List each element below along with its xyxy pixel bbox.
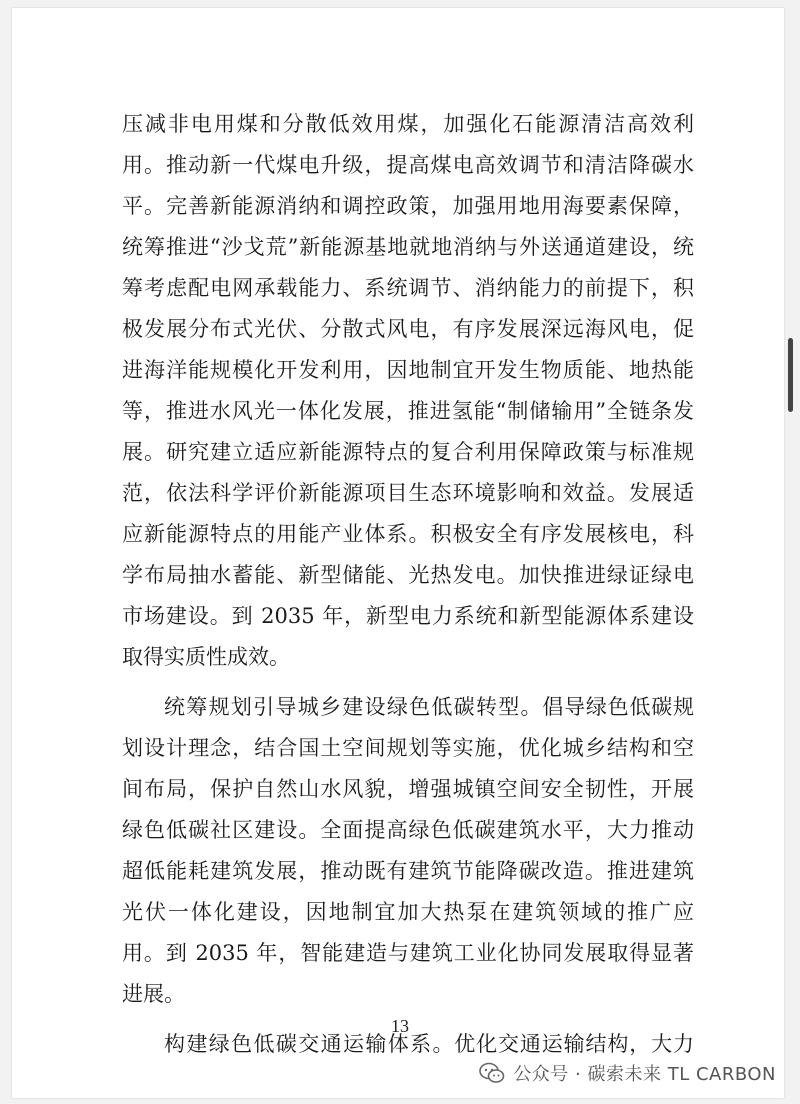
page-number: 13 <box>391 1016 409 1036</box>
text-line: 市场建设。到 2035 年，新型电力系统和新型能源体系建设 <box>122 604 694 628</box>
text-line: 等，推进水风光一体化发展，推进氢能“制储输用”全链条发 <box>122 399 694 423</box>
text-line: 压减非电用煤和分散低效用煤，加强化石能源清洁高效利 <box>122 112 694 136</box>
text-line: 超低能耗建筑发展，推动既有建筑节能降碳改造。推进建筑 <box>122 859 694 883</box>
text-line: 用。推动新一代煤电升级，提高煤电高效调节和清洁降碳水 <box>122 153 694 177</box>
paragraph-heading: 构建绿色低碳交通运输体系 <box>164 1032 433 1056</box>
text-line: 应新能源特点的用能产业体系。积极安全有序发展核电，科 <box>122 522 694 546</box>
scrollbar-thumb[interactable] <box>788 338 793 412</box>
text-line: 划设计理念，结合国土空间规划等实施，优化城乡结构和空 <box>122 736 694 760</box>
paragraph-text: 。倡导绿色低碳规 <box>520 695 695 719</box>
text-line: 极发展分布式光伏、分散式风电，有序发展深远海风电，促 <box>122 317 694 341</box>
text-line: 取得实质性成效。 <box>122 645 290 669</box>
paragraph-1 <box>122 104 694 678</box>
paragraph-text: 。优化交通运输结构，大力 <box>432 1032 695 1056</box>
text-line: 绿色低碳社区建设。全面提高绿色低碳建筑水平，大力推动 <box>122 818 694 842</box>
text-line: 展。研究建立适应新能源特点的复合利用保障政策与标准规 <box>122 440 694 464</box>
wechat-icon <box>479 1062 505 1084</box>
text-line: 用。到 2035 年，智能建造与建筑工业化协同发展取得显著 <box>122 941 694 965</box>
text-line: 筹考虑配电网承载能力、系统调节、消纳能力的前提下，积 <box>122 276 694 300</box>
paragraph-first-line <box>122 687 694 728</box>
paragraph-2 <box>122 687 694 1015</box>
paragraph-heading: 统筹规划引导城乡建设绿色低碳转型 <box>164 695 521 719</box>
text-line: 进展。 <box>122 982 185 1006</box>
text-line: 学布局抽水蓄能、新型储能、光热发电。加快推进绿证绿电 <box>122 563 694 587</box>
text-line: 统筹推进“沙戈荒”新能源基地就地消纳与外送通道建设，统 <box>122 235 694 259</box>
text-line: 光伏一体化建设，因地制宜加大热泵在建筑领域的推广应 <box>122 900 694 924</box>
document-body <box>122 104 694 1065</box>
text-line: 平。完善新能源消纳和调控政策，加强用地用海要素保障， <box>122 194 694 218</box>
text-line: 范，依法科学评价新能源项目生态环境影响和效益。发展适 <box>122 481 694 505</box>
watermark-text: 公众号 · 碳索未来 TL CARBON <box>513 1064 776 1085</box>
text-line: 进海洋能规模化开发利用，因地制宜开发生物质能、地热能 <box>122 358 694 382</box>
watermark <box>479 1060 776 1086</box>
text-line: 间布局，保护自然山水风貌，增强城镇空间安全韧性，开展 <box>122 777 694 801</box>
